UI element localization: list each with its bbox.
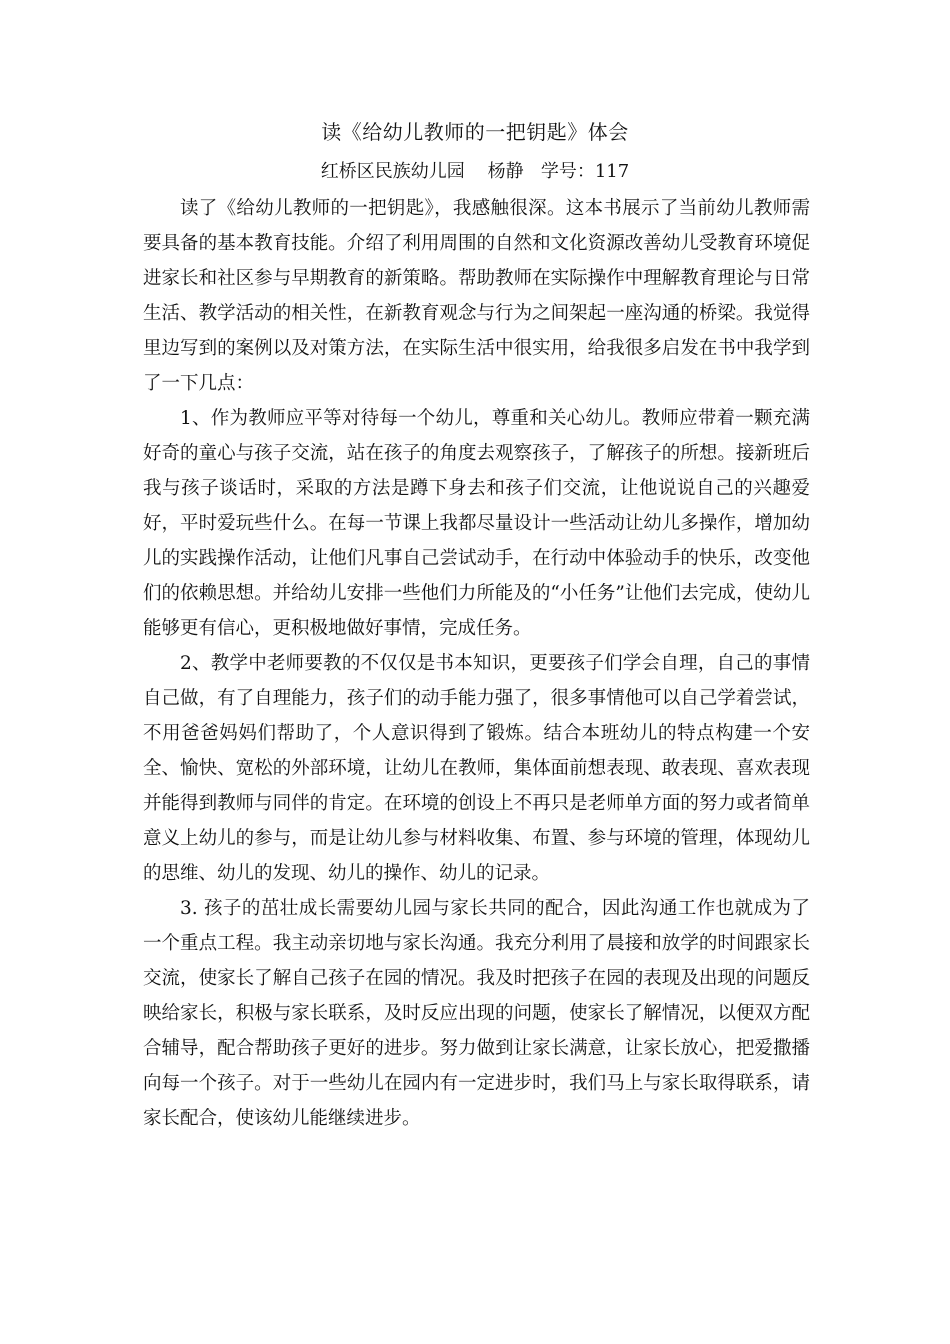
document-body: [143, 191, 810, 1136]
paragraph-intro: 读了《给幼儿教师的一把钥匙》，我感触很深。这本书展示了当前幼儿教师需要具备的基本教育技能。介绍了利用周围的自然和文化资源改善幼儿受教育环境促进家长和社区参与早期教育的新策略。帮助教师在实际操作中理解教育理论与日常生活、教学活动的相关性，在新教育观念与行为之间架起一座沟通的桥梁。我觉得里边写到的案例以及对策方法，在实际生活中很实用，给我很多启发在书中我学到了一下几点：: [143, 198, 810, 394]
paragraph-point-1: 1、作为教师应平等对待每一个幼儿，尊重和关心幼儿。教师应带着一颗充满好奇的童心与孩子交流，站在孩子的角度去观察孩子，了解孩子的所想。接新班后我与孩子谈话时，采取的方法是蹲下身去和孩子们交流，让他说说自己的兴趣爱好，平时爱玩些什么。在每一节课上我都尽量设计一些活动让幼儿多操作，增加幼儿的实践操作活动，让他们凡事自己尝试动手，在行动中体验动手的快乐，改变他们的依赖思想。并给幼儿安排一些他们力所能及的“小任务”让他们去完成，使幼儿能够更有信心，更积极地做好事情，完成任务。: [143, 408, 810, 639]
paragraph-point-3: 3. 孩子的茁壮成长需要幼儿园与家长共同的配合，因此沟通工作也就成为了一个重点工程。我主动亲切地与家长沟通。我充分利用了晨接和放学的时间跟家长交流，使家长了解自己孩子在园的情况。我及时把孩子在园的表现及出现的问题反映给家长，积极与家长联系，及时反应出现的问题，使家长了解情况，以便双方配合辅导，配合帮助孩子更好的进步。努力做到让家长满意，让家长放心，把爱撒播向每一个孩子。对于一些幼儿在园内有一定进步时，我们马上与家长取得联系，请家长配合，使该幼儿能继续进步。: [143, 898, 810, 1129]
author-byline: 红桥区民族幼儿园 杨静 学号：117: [320, 161, 630, 182]
paragraph-point-2: 2、教学中老师要教的不仅仅是书本知识，更要孩子们学会自理，自己的事情自己做，有了自理能力，孩子们的动手能力强了，很多事情他可以自己学着尝试，不用爸爸妈妈们帮助了，个人意识得到了锻炼。结合本班幼儿的特点构建一个安全、愉快、宽松的外部环境，让幼儿在教师，集体面前想表现、敢表现、喜欢表现并能得到教师与同伴的肯定。在环境的创设上不再只是老师单方面的努力或者简单意义上幼儿的参与，而是让幼儿参与材料收集、布置、参与环境的管理，体现幼儿的思维、幼儿的发现、幼儿的操作、幼儿的记录。: [143, 653, 810, 884]
document-title: 读《给幼儿教师的一把钥匙》体会: [321, 120, 629, 144]
